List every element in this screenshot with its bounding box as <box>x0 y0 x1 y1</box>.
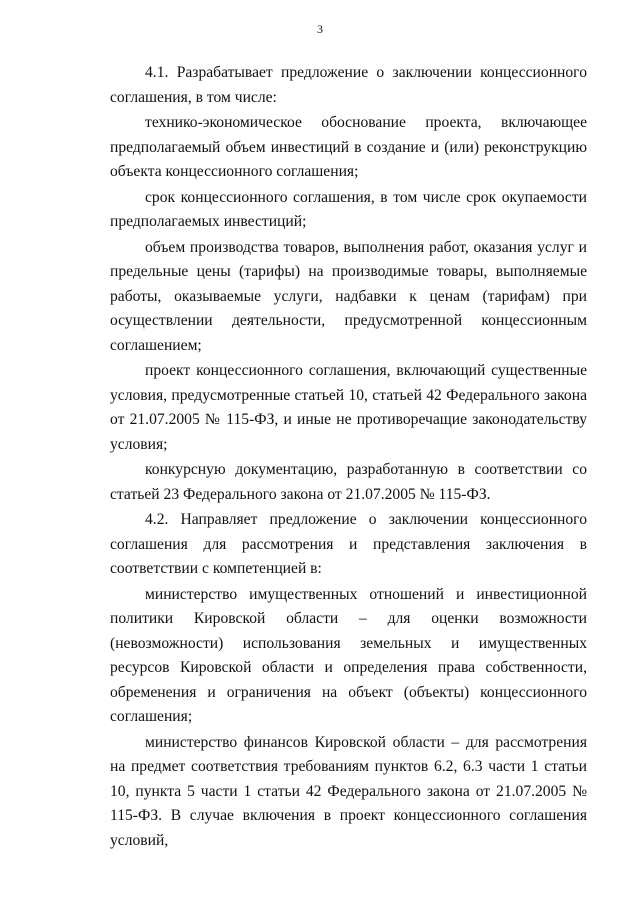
document-body <box>110 61 587 854</box>
paragraph-term: срок концессионного соглашения, в том числе срок окупаемости предполагаемых инвестиций; <box>110 188 587 230</box>
paragraph-feasibility: технико-экономическое обоснование проекта, включающее предполагаемый объем инвестиций в создание и (или) реконструкцию объекта концессионного соглашения; <box>110 114 587 180</box>
page-number: 3 <box>317 22 323 36</box>
paragraph-volume: объем производства товаров, выполнения работ, оказания услуг и предельные цены (тарифы) на производимые товары, выполняемые работы, оказываемые услуги, надбавки к ценам (тарифам) при осуществлении деятельности, предусмотренной концессионным соглашением; <box>110 238 587 354</box>
paragraph-draft-agreement: проект концессионного соглашения, включающий существенные условия, предусмотренные статьей 10, статьей 42 Федерального закона от 21.07.2005 № 115-ФЗ, и иные не противоречащие законодательству условия; <box>110 362 587 453</box>
paragraph-4-1: 4.1. Разрабатывает предложение о заключении концессионного соглашения, в том числе: <box>110 64 587 106</box>
paragraph-finance-ministry: министерство финансов Кировской области – для рассмотрения на предмет соответствия требованиям пунктов 6.2, 6.3 части 1 статьи 10, пункта 5 части 1 статьи 42 Федерального закона от 21.07.2005 № 115-ФЗ. В случае включения в проект концессионного соглашения условий, <box>110 733 587 849</box>
paragraph-4-2: 4.2. Направляет предложение о заключении концессионного соглашения для рассмотрения и представления заключения в соответствии с компетенцией в: <box>110 511 587 577</box>
paragraph-tender-docs: конкурсную документацию, разработанную в соответствии со статьей 23 Федерального закона от 21.07.2005 № 115-ФЗ. <box>110 461 587 503</box>
paragraph-property-ministry: министерство имущественных отношений и инвестиционной политики Кировской области – для оценки возможности (невозможности) использования земельных и имущественных ресурсов Кировской области и определения права собственности, обременения и ограничения на объект (объекты) концессионного соглашения; <box>110 585 587 725</box>
